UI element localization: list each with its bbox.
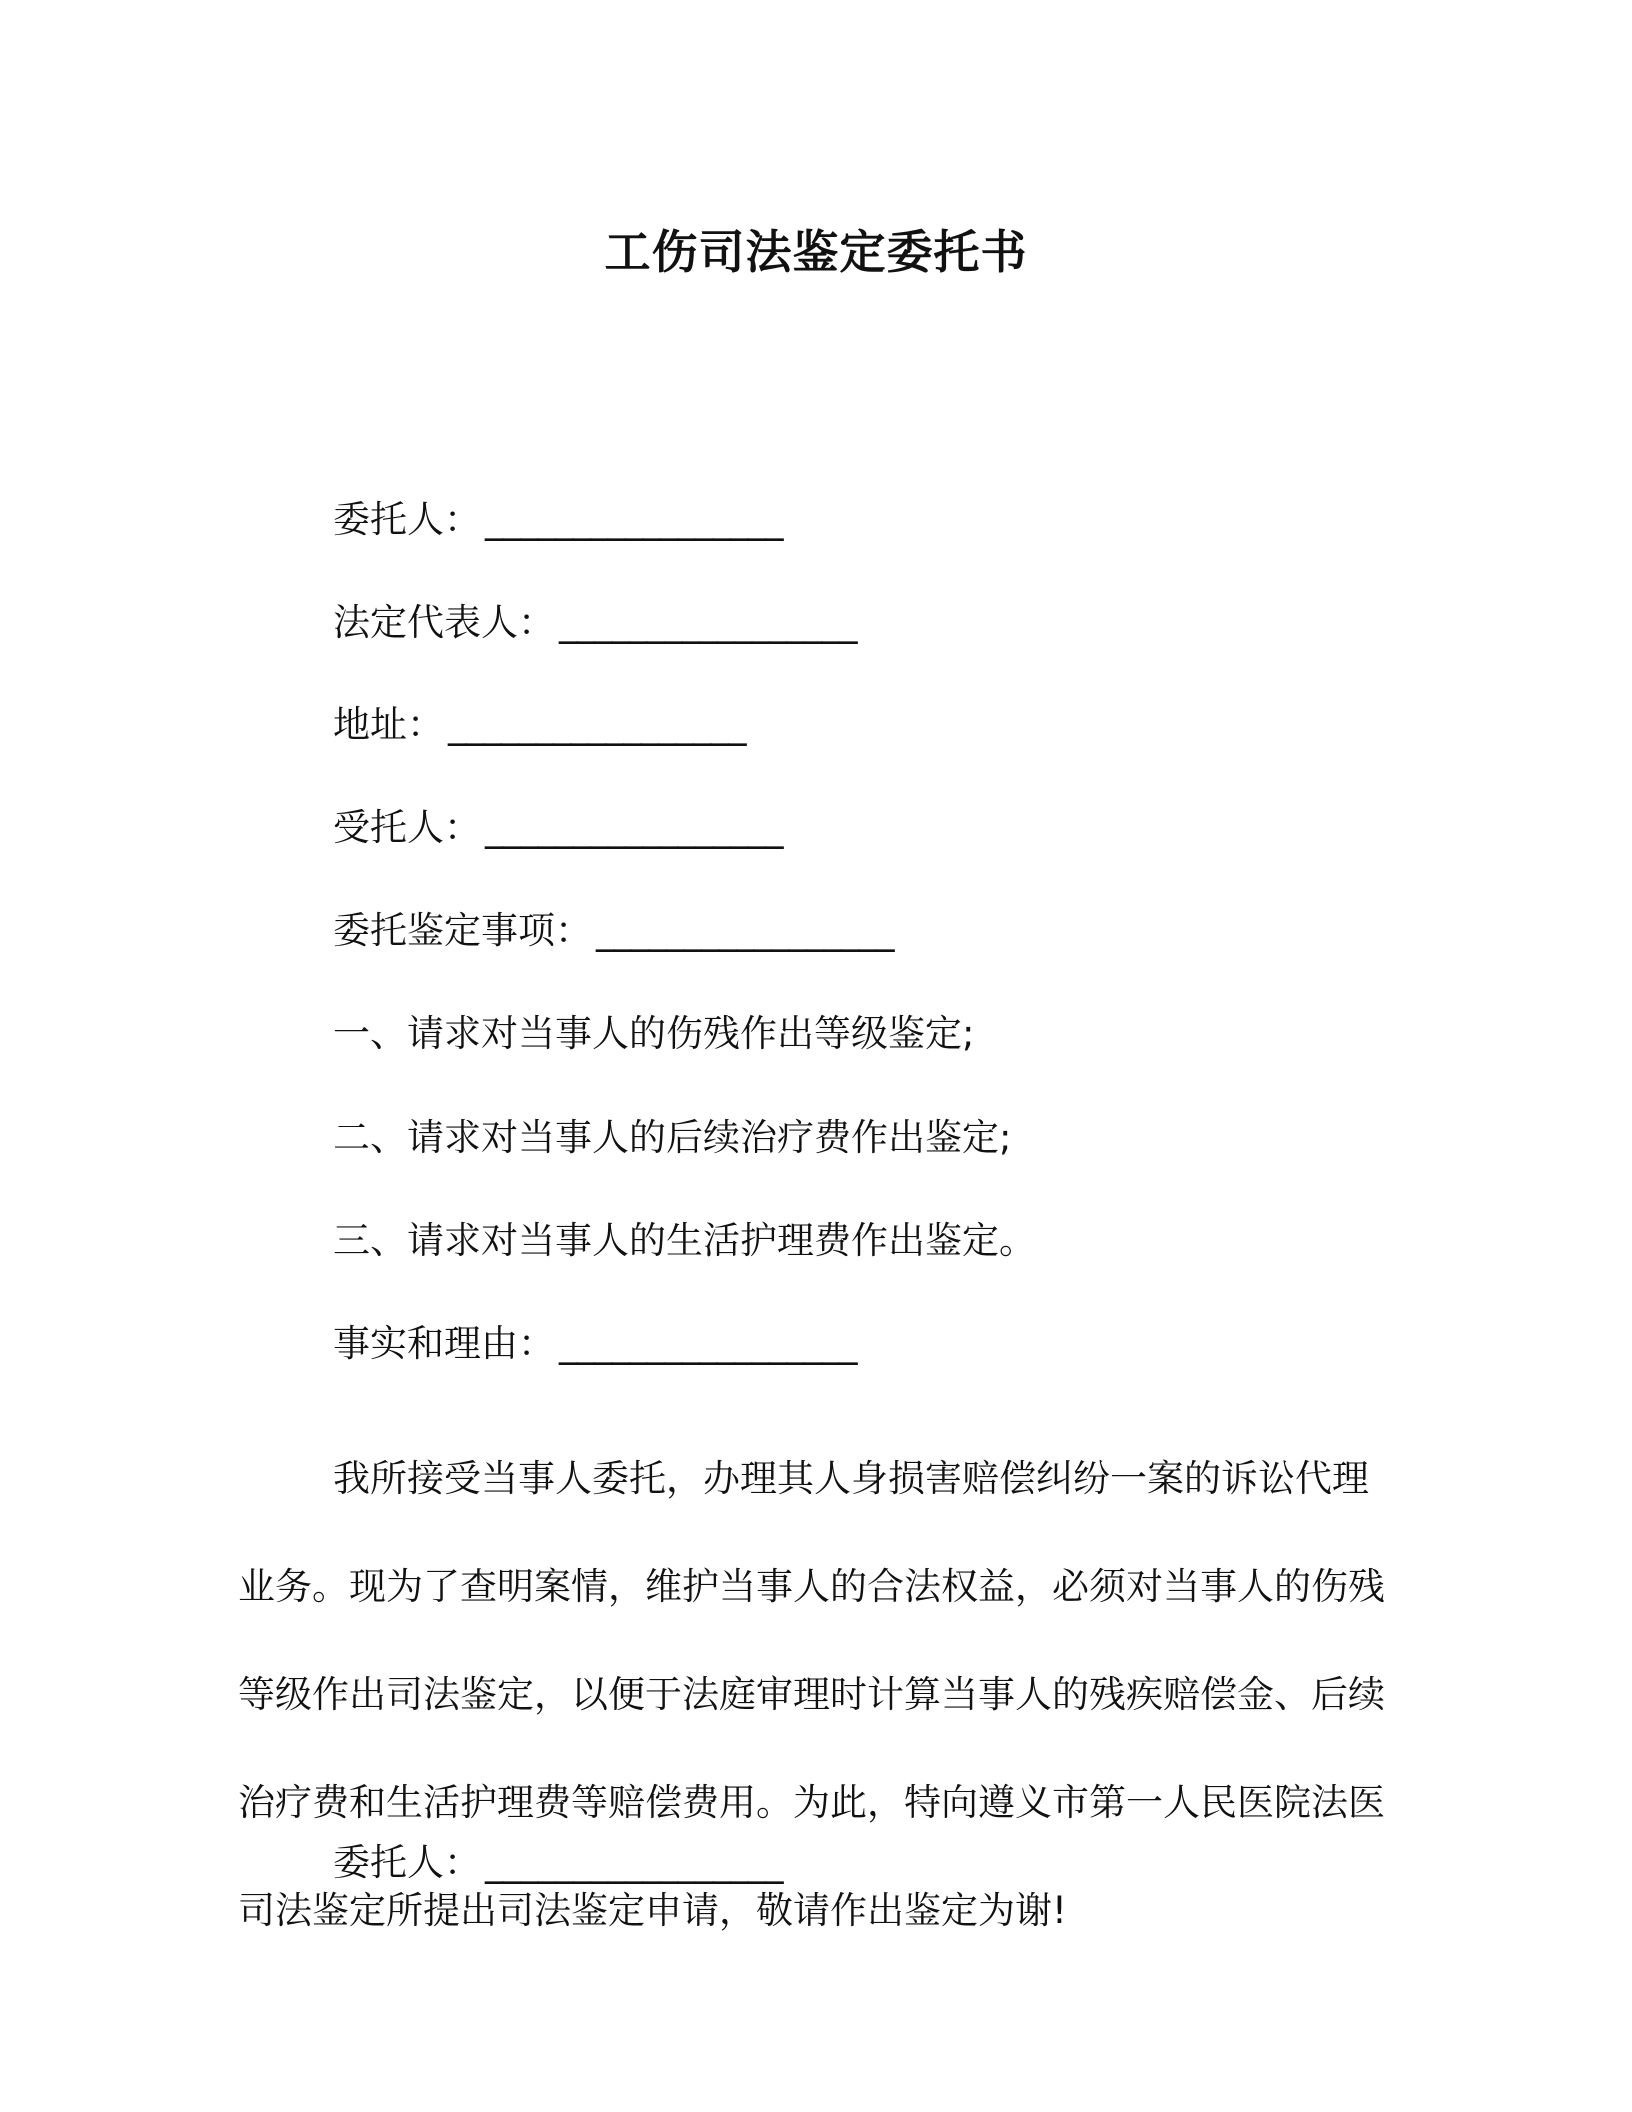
item-nursing-care: 三、请求对当事人的生活护理费作出鉴定。: [333, 1219, 1036, 1262]
field-client: [333, 495, 783, 545]
field-facts-reasons-blank: _________________: [559, 1322, 857, 1365]
closing-client-blank: _________________: [485, 1841, 783, 1884]
field-trustee-blank: _________________: [485, 806, 783, 849]
field-address-blank: _________________: [448, 703, 746, 746]
field-trustee-label: 受托人：: [333, 806, 481, 849]
item-follow-up-treatment: 二、请求对当事人的后续治疗费作出鉴定;: [333, 1116, 1012, 1159]
request-paragraph-text: 我所接受当事人委托，办理其人身损害赔偿纠纷一案的诉讼代理业务。现为了查明案情，维护当事人的合法权益，必须对当事人的伤残等级作出司法鉴定，以便于法庭审理时计算当事人的残疾赔偿金、后续治疗费和生活护理费等赔偿费用。为此，特向遵义市第一人民医院法医司法鉴定所提出司法鉴定申请，敬请作出鉴定为谢!: [238, 1457, 1385, 1932]
field-legal-representative: [333, 598, 857, 648]
document-title: 工伤司法鉴定委托书: [604, 225, 1028, 279]
item-disability-grade: 一、请求对当事人的伤残作出等级鉴定;: [333, 1012, 975, 1055]
field-trustee: [333, 803, 783, 853]
field-appraisal-matters-blank: _________________: [596, 909, 894, 952]
field-appraisal-matters-label: 委托鉴定事项：: [333, 909, 592, 952]
field-appraisal-matters: [333, 906, 894, 956]
field-client-label: 委托人：: [333, 498, 481, 541]
closing-client: [333, 1838, 783, 1888]
field-facts-reasons: [333, 1319, 857, 1369]
closing-client-label: 委托人：: [333, 1841, 481, 1884]
field-facts-reasons-label: 事实和理由：: [333, 1322, 555, 1365]
field-legal-representative-blank: _________________: [559, 601, 857, 644]
field-client-blank: _________________: [485, 498, 783, 541]
field-address: [333, 700, 746, 750]
field-address-label: 地址：: [333, 703, 444, 746]
field-legal-representative-label: 法定代表人：: [333, 601, 555, 644]
